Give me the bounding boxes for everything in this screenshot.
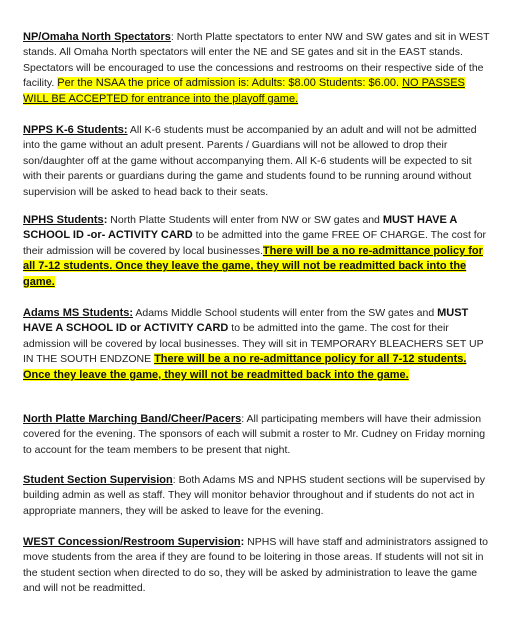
section-heading: WEST Concession/Restroom Supervision [23,536,241,548]
section-adams-ms-students [23,306,493,383]
section-nphs-students [23,213,493,290]
section-marching-band [23,412,493,458]
section-student-supervision [23,473,493,519]
section-heading: Adams MS Students: [23,307,134,319]
section-heading: NPPS K-6 Students: [23,124,128,136]
section-text: Both Adams MS and NPHS student sections will be supervised by building admin as well as staff. They will monitor behavior throughout and if students do not act in appropriate manners, they will be asked to leave for the evening. [23,474,485,517]
section-west-concession [23,535,493,597]
readmittance-highlight: There will be a no re-admittance policy for all 7-12 students. Once they leave the game, they will not be readmitted back into the game. [23,353,467,381]
section-np-omaha-spectators [23,30,493,107]
no-passes-highlight: NO PASSES WILL BE ACCEPTED for entrance into the playoff game. [23,77,465,105]
section-heading: NP/Omaha North Spectators [23,31,171,43]
heading-colon: : [240,536,245,548]
section-text: All K-6 students must be accompanied by an adult and will not be admitted into the game without an adult present. Parents / Guardians will not be allowed to drop their son/daughter off at the game without accompanying them. All K-6 students will be expected to sit with their parents or guardians during the game and students found to be running around without supervision will be asked to head back to their seats. [23,124,477,198]
section-text-2: to be admitted into the game FREE OF CHARGE. The cost for their admission will be covered by local businesses. [23,229,487,257]
section-heading: NPHS Students [23,214,104,226]
section-text: North Platte Students will enter from NW or SW gates and [107,214,383,226]
id-requirement: MUST HAVE A SCHOOL ID or ACTIVITY CARD [23,307,469,335]
readmittance-highlight: There will be a no re-admittance policy for all 7-12 students. Once they leave the game, they will not be readmitted back into the game. [23,244,483,288]
heading-colon: : [103,214,108,226]
section-text-2: to be admitted into the game. The cost for their admission will be covered by local businesses. They will sit in TEMPORARY BLEACHERS SET UP IN THE SOUTH ENDZONE [23,322,484,366]
section-heading: Student Section Supervision [23,474,173,486]
id-requirement: MUST HAVE A SCHOOL ID -or- ACTIVITY CARD [23,214,457,242]
section-text: NPHS will have staff and administrators assigned to move students from the area if they are found to be loitering in those areas. If students will not sit in the student section when directed to do so, they will be asked by administration to leave the game and will not be readmitted. [23,536,489,595]
price-highlight: Per the NSAA the price of admission is: Adults: $8.00 Students: $6.00. [57,77,403,90]
heading-colon: : [172,474,176,486]
section-text: All participating members will have their admission covered for the evening. The sponsors of each will submit a roster to Mr. Cudney on Friday morning to account for the team members to be present that night. [23,413,486,456]
section-npps-k6-students [23,123,493,200]
section-text: North Platte spectators to enter NW and SW gates and sit in WEST stands. All Omaha North spectators will enter the NE and SE gates and sit in the EAST stands. Spectators will be encouraged to use the concessions and restrooms on their respective side of the facility. [23,31,490,90]
heading-colon: : [241,413,245,425]
section-heading: North Platte Marching Band/Cheer/Pacers [23,413,242,425]
heading-colon: : [170,31,174,43]
section-text: Adams Middle School students will enter from the SW gates and [133,307,438,319]
